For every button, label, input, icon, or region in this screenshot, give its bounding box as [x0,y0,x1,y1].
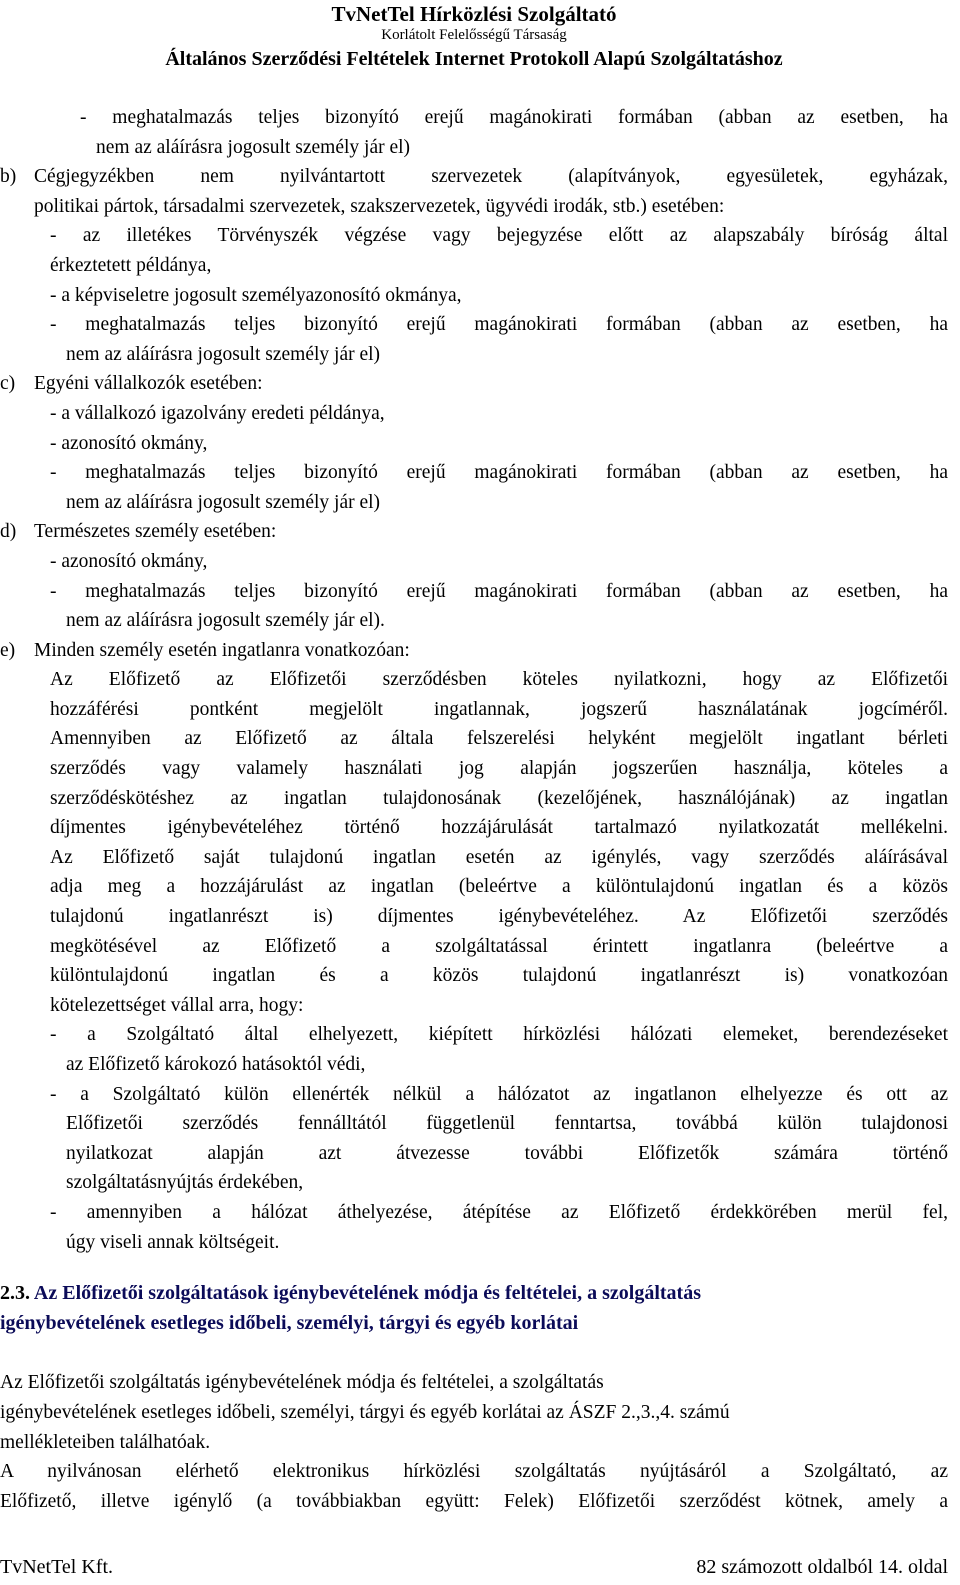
text-line: - meghatalmazás teljes bizonyító erejű magánokirati formában (abban az esetben, ha [80,107,948,128]
footer-page-number: 82 számozott oldalból 14. oldal [696,1556,948,1578]
text-line: nyilatkozat alapján azt átvezesse további Előfizetők számára történő [66,1142,948,1164]
text-line: Előfizetői szerződés fennálltától függetlenül fenntartsa, továbbá külön tulajdonosi [66,1113,948,1135]
text-line: mellékleteiben találhatóak. [0,1431,211,1453]
list-marker: d) [0,521,17,543]
text-line: Az Előfizető az Előfizetői szerződésben köteles nyilatkozni, hogy az Előfizetői [50,669,948,691]
text-line: Amennyiben az Előfizető az általa felszerelési helyként megjelölt ingatlant bérleti [50,728,948,750]
list-item-c [0,369,948,399]
text-line: Cégjegyzékben nem nyilvántartott szervezetek (alapítványok, egyesületek, egyházak, [34,166,948,188]
section-heading [0,1279,948,1309]
text-line: Természetes személy esetében: [34,521,277,543]
section-number: 2.3. [0,1282,30,1305]
text-line: Előfizető, illetve igénylő (a továbbiakban együtt: Felek) Előfizetői szerződést kötnek, amely a [0,1490,948,1512]
text-line: kötelezettséget vállal arra, hogy: [50,994,304,1016]
text-line: - a vállalkozó igazolvány eredeti példánya, [50,402,385,424]
text-line: szerződéskötéshez az ingatlan tulajdonosának (kezelőjének, használójának) az ingatlan [50,787,948,809]
text-line: - a képviseletre jogosult személyazonosító okmánya, [50,284,462,306]
text-line: Az Előfizetői szolgáltatás igénybevételének módja és feltételei, a szolgáltatás [0,1372,604,1394]
section-title-line: igénybevételének esetleges időbeli, személyi, tárgyi és egyéb korlátai [0,1311,579,1334]
text-line: nem az aláírásra jogosult személy jár el). [66,610,385,632]
text-line: - amennyiben a hálózat áthelyezése, átépítése az Előfizető érdekkörében merül fel, [50,1201,948,1223]
text-line: - a Szolgáltató által elhelyezett, kiépített hírközlési hálózati elemeket, berendezéseket [50,1024,948,1046]
text-line: nem az aláírásra jogosult személy jár el) [66,343,381,365]
text-line: - azonosító okmány, [50,550,208,572]
text-line: politikai pártok, társadalmi szervezetek, szakszervezetek, ügyvédi irodák, stb.) esetében: [34,195,725,217]
section-title-line: Az Előfizetői szolgáltatások igénybevételének módja és feltételei, a szolgáltatás [33,1282,701,1305]
text-line: Az Előfizető saját tulajdonú ingatlan esetén az igénylés, vagy szerződés aláírásával [50,846,948,868]
text-line: szerződés vagy valamely használati jog alapján jogszerűen használja, köteles a [50,758,948,780]
text-line: Egyéni vállalkozók esetében: [34,373,263,395]
list-marker: b) [0,166,17,188]
text-line: az Előfizető károkozó hatásoktól védi, [66,1054,366,1075]
text-line: A nyilvánosan elérhető elektronikus hírközlési szolgáltatás nyújtásáról a Szolgáltató, az [0,1461,948,1483]
text-line: igénybevételének esetleges időbeli, személyi, tárgyi és egyéb korlátai az ÁSZF 2.,3.,4. számú [0,1401,730,1423]
section-heading-cont [0,1309,948,1339]
text-line: - meghatalmazás teljes bizonyító erejű magánokirati formában (abban az esetben, ha [50,580,948,602]
text-line: - azonosító okmány, [50,432,208,454]
text-line: - meghatalmazás teljes bizonyító erejű magánokirati formában (abban az esetben, ha [50,314,948,336]
text-line: nem az aláírásra jogosult személy jár el) [66,491,381,513]
document-body [0,103,948,1516]
text-line: hozzáférési pontként megjelölt ingatlannak, jogszerű használatának jogcíméről. [50,698,948,720]
text-line: érkeztetett példánya, [50,254,212,276]
list-item-b [0,162,948,192]
text-line: szolgáltatásnyújtás érdekében, [66,1172,304,1194]
text-line: nem az aláírásra jogosult személy jár el) [96,136,411,158]
text-line: díjmentes igénybevételéhez történő hozzájárulását tartalmazó nyilatkozatát mellékelni. [50,817,948,839]
text-line: különtulajdonú ingatlan és a közös tulajdonú ingatlanrészt is) vonatkozóan [50,965,948,987]
document-title: Általános Szerződési Feltételek Internet Protokoll Alapú Szolgáltatáshoz [165,48,783,70]
text-line: megkötésével az Előfizető a szolgáltatással érintett ingatlanra (beleértve a [50,935,948,957]
company-name: TvNetTel Hírközlési Szolgáltató [331,2,617,26]
list-marker: c) [0,373,16,395]
list-marker: e) [0,639,16,661]
company-type: Korlátolt Felelősségű Társaság [381,27,567,43]
text-line: - az illetékes Törvényszék végzése vagy bejegyzése előtt az alapszabály bíróság által [50,225,948,247]
text-line: - a Szolgáltató külön ellenérték nélkül a hálózatot az ingatlanon elhelyezze és ott az [50,1083,948,1105]
text-line: Minden személy esetén ingatlanra vonatkozóan: [34,639,410,661]
page-footer [0,1552,948,1582]
text-line: úgy viseli annak költségeit. [66,1231,280,1253]
text-line: tulajdonú ingatlanrészt is) díjmentes igénybevételéhez. Az Előfizetői szerződés [50,906,948,928]
text-line: - meghatalmazás teljes bizonyító erejű magánokirati formában (abban az esetben, ha [50,462,948,484]
property-paragraph [50,665,948,1020]
page-header [0,0,948,74]
list-item-d [0,517,948,547]
footer-company: TvNetTel Kft. [0,1556,114,1578]
text-line: adja meg a hozzájárulást az ingatlan (beleértve a különtulajdonú ingatlan és a közös [50,876,948,898]
list-item-e [0,636,948,666]
